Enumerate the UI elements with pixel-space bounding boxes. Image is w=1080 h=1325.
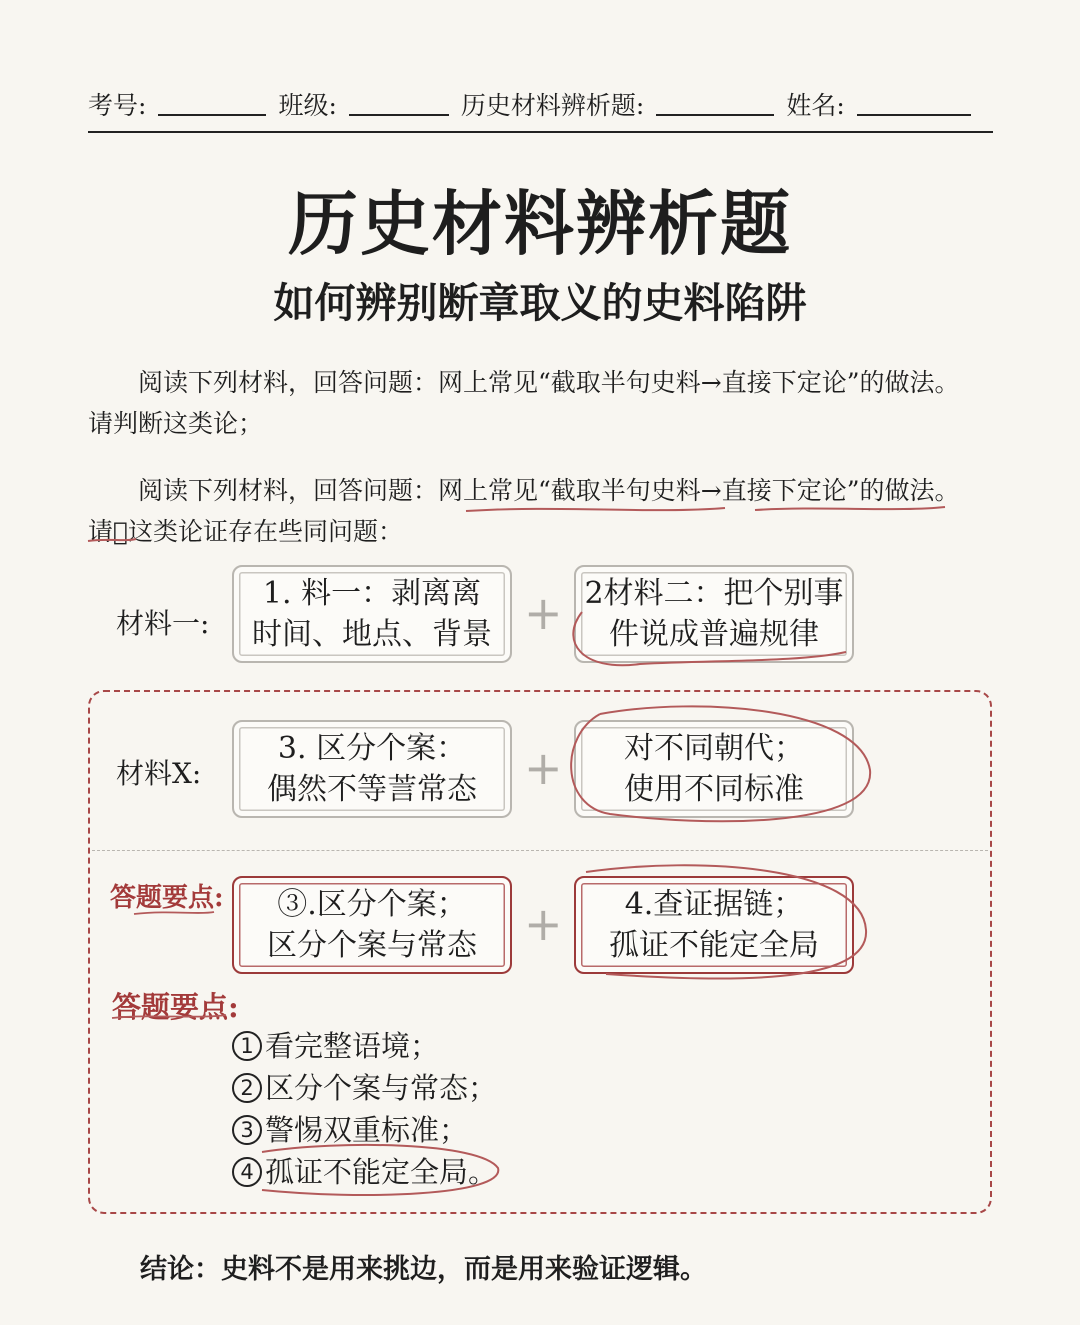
list-item [232, 1025, 497, 1067]
card-line: 4.查证据链； [624, 887, 804, 922]
topic-field [461, 86, 786, 122]
exam-no-label: 考号: [88, 91, 147, 120]
page-title: 历史材料辨析题 [288, 182, 792, 265]
key-point-text: 警惕双重标准； [265, 1113, 469, 1147]
plus-icon: + [524, 741, 563, 795]
class-blank[interactable] [349, 108, 449, 116]
circled-number: 1 [232, 1031, 262, 1061]
key-points-list [232, 1025, 497, 1193]
header-rule [88, 131, 993, 133]
conclusion-text: 结论：史料不是用来挑边，而是用来验证逻辑。 [140, 1254, 707, 1285]
card-line: 使用不同标准 [624, 772, 804, 807]
card-line: 2材料二：把个别事 [584, 576, 844, 611]
circled-number: 2 [232, 1073, 262, 1103]
circled-number: 4 [232, 1157, 262, 1187]
row-label-material-1: 材料一: [116, 607, 210, 640]
instruction-paragraph-2 [88, 470, 998, 552]
exam-no-field [88, 86, 278, 122]
name-field [786, 86, 970, 122]
class-label: 班级: [278, 91, 337, 120]
card-material-x-right [574, 720, 854, 818]
class-field [278, 86, 460, 122]
instruction-paragraph-1 [88, 362, 998, 444]
exam-no-blank[interactable] [158, 108, 266, 116]
key-point-text: 看完整语境； [265, 1029, 440, 1063]
row-label-material-x: 材料X: [116, 757, 202, 790]
card-line: 件说成普遍规律 [609, 617, 819, 652]
list-item [232, 1151, 497, 1193]
list-item [232, 1067, 497, 1109]
card-material-1-left [232, 565, 512, 663]
card-answer-right [574, 876, 854, 974]
paragraph-1-line-2: 请判断这类论； [88, 409, 264, 438]
card-line: ③.区分个案； [277, 887, 467, 922]
section-divider [92, 850, 988, 851]
card-material-1-right [574, 565, 854, 663]
name-label: 姓名: [786, 91, 845, 120]
topic-blank[interactable] [656, 108, 774, 116]
card-material-x-left [232, 720, 512, 818]
card-line: 偶然不等䓂常态 [267, 772, 477, 807]
plus-icon: + [524, 897, 563, 951]
paragraph-2-line-2: 请𭔚这类论证存在些同问题： [88, 517, 404, 546]
card-line: 对不同朝代； [624, 731, 804, 766]
list-item [232, 1109, 497, 1151]
key-point-text: 孤证不能定全局。 [265, 1155, 498, 1189]
name-blank[interactable] [857, 108, 971, 116]
paragraph-2-line-1: 阅读下列材料，回答问题：网上常见“截取半句史料→直接下定论”的做法。 [138, 476, 960, 505]
header-fields [88, 82, 993, 122]
key-point-text: 区分个案与常态； [265, 1071, 498, 1105]
row-label-answer-points: 答题要点: [110, 883, 224, 913]
card-line: 3. 区分个案： [277, 731, 467, 766]
card-line: 区分个案与常态 [267, 928, 477, 963]
card-line: 时间、地点、背景 [252, 617, 492, 652]
page-subtitle: 如何辨别断章取义的史料陷阱 [273, 279, 807, 327]
card-answer-left [232, 876, 512, 974]
topic-label: 历史材料辨析题: [460, 91, 645, 120]
plus-icon: + [524, 586, 563, 640]
card-line: 1. 料一：剥离离 [262, 576, 482, 611]
circled-number: 3 [232, 1115, 262, 1145]
key-points-heading: 答题要点: [112, 990, 239, 1024]
paragraph-1-line-1: 阅读下列材料，回答问题：网上常见“截取半句史料→直接下定论”的做法。 [138, 368, 960, 397]
card-line: 孤证不能定全局 [609, 928, 819, 963]
